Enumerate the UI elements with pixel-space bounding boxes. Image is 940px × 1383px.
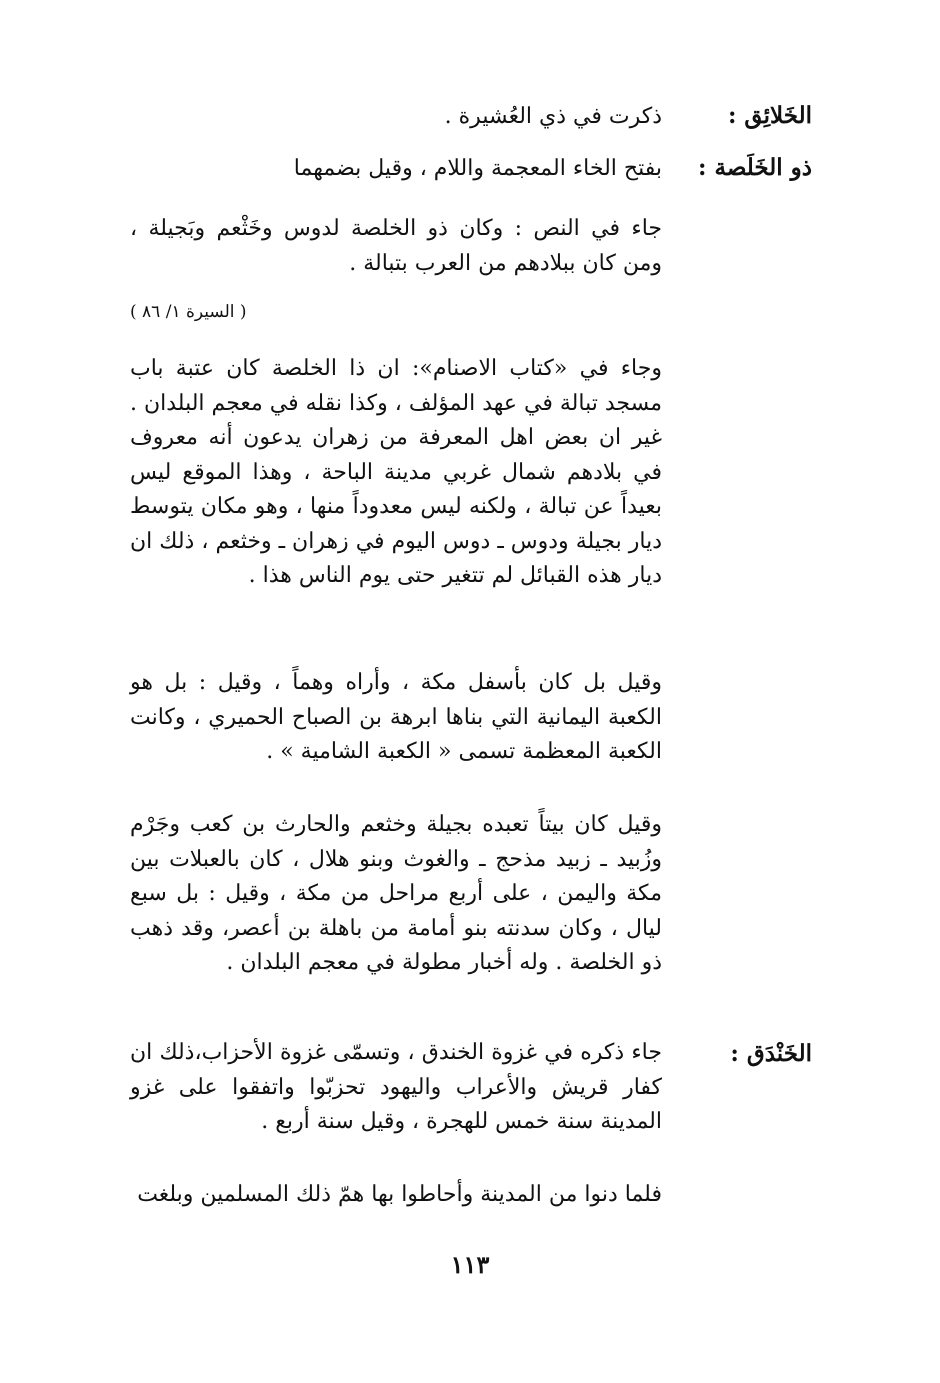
paragraph-text-quote: [130, 212, 662, 281]
entry-dhul-khalasa-text: بفتح الخاء المعجمة واللام ، وقيل بضمهما: [293, 156, 662, 181]
headword-dhul-khalasa: ذو الخَلَصة :: [698, 154, 812, 181]
entry-khandaq-continuation: [130, 1178, 662, 1213]
paragraph: جاء في النص : وكان ذو الخلصة لدوس وخَثْعم وبَجيلة ، ومن كان ببلادهم من العرب بتبالة .: [130, 216, 662, 276]
paragraph: وجاء في «كتاب الاصنام»: ان ذا الخلصة كان عتبة باب مسجد تبالة في عهد المؤلف ، وكذا نقله في معجم البلدان . غير ان بعض اهل المعرفة من زهران يدعون أنه معروف في بلادهم شمال غربي مدينة الباحة ، وهذا الموقع ليس بعيداً عن تبالة ، ولكنه ليس معدوداً منها ، وهو مكان يتوسط ديار بجيلة ودوس ـ دوس اليوم في زهران ـ وخثعم ، ذلك ان ديار هذه القبائل لم تتغير حتى يوم الناس هذا .: [130, 356, 662, 588]
paragraph: وقيل بل كان بأسفل مكة ، وأراه وهماً ، وقيل : بل هو الكعبة اليمانية التي بناها ابرهة بن الصباح الحميري ، وكانت الكعبة المعظمة تسمى « الكعبة الشامية » .: [130, 670, 662, 764]
paragraph-kitab-al-asnam: [130, 352, 662, 594]
headword-khalaiq: الخَلائِق :: [727, 102, 812, 129]
paragraph-yemeni-kaaba: [130, 666, 662, 770]
citation: ( السيرة ١/ ٨٦ ): [130, 302, 247, 322]
page-number: ١١٣: [450, 1250, 490, 1279]
headword-khandaq: الخَنْدَق :: [730, 1040, 812, 1067]
paragraph: وقيل كان بيتاً تعبده بجيلة وخثعم والحارث بن كعب وجَرْم وزُبيد ـ زبيد مذحج ـ والغوث وبنو هلال ، كان بالعبلات بين مكة واليمن ، على أربع مراحل من مكة ، وقيل : بل سبع ليال ، وكان سدنته بنو أمامة من باهلة بن أعصر، وقد ذهب ذو الخلصة . وله أخبار مطولة في معجم البلدان .: [130, 812, 663, 975]
paragraph-worship-house: [130, 808, 662, 981]
entry-khalaiq-text: ذكرت في ذي العُشيرة .: [444, 104, 662, 129]
paragraph: جاء ذكره في غزوة الخندق ، وتسمّى غزوة الأحزاب،ذلك ان كفار قريش والأعراب واليهود تحزبّوا واتفقوا على غزو المدينة سنة خمس للهجرة ، وقيل سنة أربع .: [130, 1040, 662, 1134]
paragraph: فلما دنوا من المدينة وأحاطوا بها همّ ذلك المسلمين وبلغت: [137, 1182, 662, 1207]
entry-khandaq-text: [130, 1036, 662, 1140]
